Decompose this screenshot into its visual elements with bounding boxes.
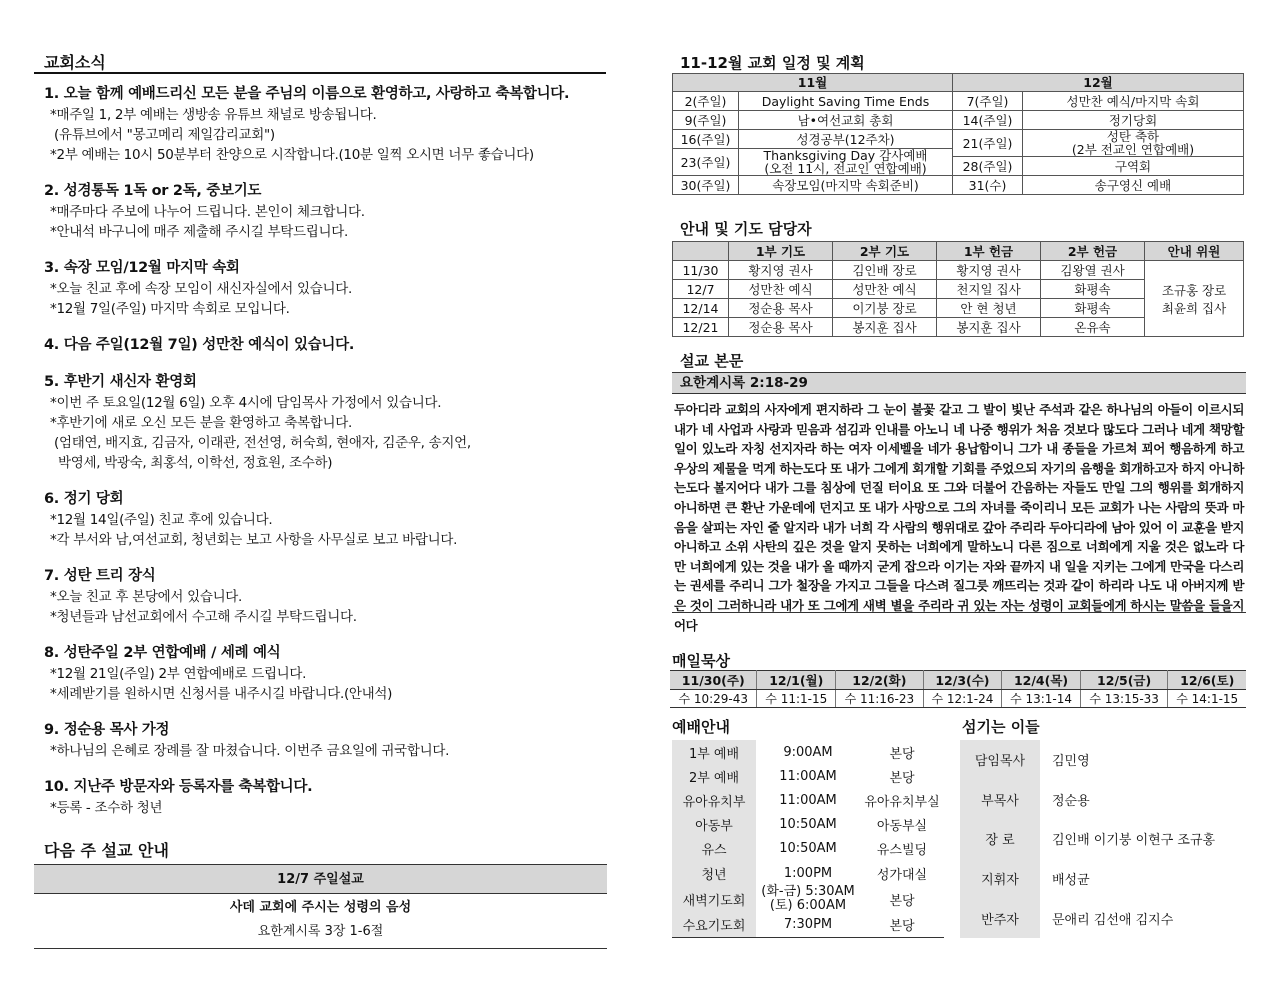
table-cell: Daylight Saving Time Ends bbox=[739, 92, 953, 111]
news-item bbox=[44, 335, 604, 356]
news-line: *12월 14일(주일) 친교 후에 있습니다. bbox=[50, 512, 273, 528]
service-place: 본당 bbox=[889, 746, 915, 762]
table-cell: 온유속 bbox=[1041, 318, 1145, 337]
service-name: 수요기도회 bbox=[672, 913, 756, 937]
table-cell: 성경공부(12주차) bbox=[739, 130, 953, 149]
news-item bbox=[44, 372, 604, 473]
day-header: 12/1(월) bbox=[757, 671, 836, 690]
day-header: 12/6(토) bbox=[1168, 671, 1246, 690]
usher-name: 최윤희 집사 bbox=[1161, 300, 1227, 316]
news-title: 6. 정기 당회 bbox=[44, 491, 124, 507]
sermon-body: 두아디라 교회의 사자에게 편지하라 그 눈이 불꽃 같고 그 발이 빛난 주석과 같은 하나님의 아들이 이르시되 내가 네 사업과 사랑과 믿음과 섬김과 인내를 아노니 네 나중 행위가 처음 것보다 많도다 그러나 네게 책망할 일이 있노라 자칭 선지자라 하는 여자 이세벨을 네가 용납함이니 그가 내 종들을 가르쳐 꾀어 행음하게 하고 우상의 제물을 먹게 하는도다 또 내가 그에게 회개할 기회를 주었으되 자기의 음행을 회개하고자 하지 아니하는도다 볼지어다 내가 그를 침상에 던질 터이요 또 그와 더불어 간음하는 자들도 만일 그의 행위를 회개하지 아니하면 큰 환난 가운데에 던지고 또 내가 사망으로 그의 자녀를 죽이리니 모든 교회가 나는 사람의 뜻과 마음을 살피는 자인 줄 알지라 내가 너희 각 사람의 행위대로 갚아 주리라 두아디라에 남아 있어 이 교훈을 받지 아니하고 소위 사탄의 깊은 것을 알지 못하는 너희에게 말하노니 다른 짐으로 너희에게 지울 것은 없노라 다만 너희에게 있는 것을 내가 올 때까지 굳게 잡으라 이기는 자와 끝까지 내 일을 지키는 그에게 만국을 다스리는 권세를 주리니 그가 철장을 가지고 그들을 다스려 질그릇 깨뜨리는 것과 같이 하리라 나도 내 아버지께 받은 것이 그러하니라 내가 또 그에게 새벽 별을 주리라 귀 있는 자는 성령이 교회들에게 하시는 말씀을 들을지어다 bbox=[674, 402, 1244, 633]
table-row bbox=[960, 740, 1244, 780]
news-item bbox=[44, 181, 604, 242]
next-sermon-date: 12/7 주일설교 bbox=[34, 864, 607, 894]
news-title: 2. 성경통독 1독 or 2독, 중보기도 bbox=[44, 183, 262, 199]
news-item bbox=[44, 84, 604, 165]
church-news-list bbox=[44, 84, 604, 834]
table-cell: 황지영 권사 bbox=[729, 261, 833, 280]
table-row bbox=[672, 788, 944, 812]
table-row bbox=[670, 690, 1246, 708]
server-names: 문애리 김선애 김지수 bbox=[1052, 912, 1174, 928]
table-cell: 구역회 bbox=[1023, 157, 1244, 176]
news-title: 10. 지난주 방문자와 등록자를 축복합니다. bbox=[44, 779, 313, 795]
day-header: 12/5(금) bbox=[1080, 671, 1168, 690]
server-role: 담임목사 bbox=[960, 740, 1040, 780]
table-cell: 7(주일) bbox=[953, 92, 1023, 111]
sermon-text-heading: 설교 본문 bbox=[680, 352, 744, 370]
service-name: 청년 bbox=[672, 861, 756, 885]
table-cell: 송구영신 예배 bbox=[1023, 176, 1244, 195]
table-row bbox=[672, 913, 944, 937]
server-role: 장 로 bbox=[960, 819, 1040, 859]
news-line: *12월 21일(주일) 2부 연합예배로 드립니다. bbox=[50, 666, 307, 682]
table-cell: 28(주일) bbox=[953, 157, 1023, 176]
table-cell: 2(주일) bbox=[673, 92, 739, 111]
table-cell: 14(주일) bbox=[953, 111, 1023, 130]
church-news-heading: 교회소식 bbox=[44, 53, 106, 72]
duty-table bbox=[672, 241, 1244, 337]
daily-devotion-table bbox=[670, 670, 1246, 708]
table-cell: 화평속 bbox=[1041, 280, 1145, 299]
table-cell: 정순용 목사 bbox=[729, 299, 833, 318]
ushers-cell bbox=[1145, 261, 1244, 337]
news-line: *세례받기를 원하시면 신청서를 내주시길 바랍니다.(안내석) bbox=[50, 686, 393, 702]
news-line: *오늘 친교 후 본당에서 있습니다. bbox=[50, 589, 243, 605]
table-row bbox=[960, 819, 1244, 859]
table-cell: 성만찬 예식 bbox=[729, 280, 833, 299]
table-cell: 23(주일) bbox=[673, 149, 739, 176]
reading-cell: 수 14:1-15 bbox=[1168, 690, 1246, 708]
service-name: 유아유치부 bbox=[672, 788, 756, 812]
table-row bbox=[960, 780, 1244, 820]
service-name: 새벽기도회 bbox=[672, 885, 756, 913]
table-row bbox=[672, 837, 944, 861]
service-place: 아동부실 bbox=[876, 819, 928, 835]
reading-cell: 수 10:29-43 bbox=[670, 690, 757, 708]
table-row bbox=[672, 885, 944, 913]
table-cell: 정기당회 bbox=[1023, 111, 1244, 130]
service-name: 아동부 bbox=[672, 813, 756, 837]
service-time: 7:30PM bbox=[756, 913, 860, 937]
day-header: 12/4(목) bbox=[1002, 671, 1081, 690]
reading-cell: 수 13:1-14 bbox=[1002, 690, 1081, 708]
sermon-reference: 요한계시록 2:18-29 bbox=[672, 372, 1246, 394]
servers-table bbox=[960, 740, 1244, 938]
server-role: 부목사 bbox=[960, 780, 1040, 820]
reading-cell: 수 13:15-33 bbox=[1080, 690, 1168, 708]
day-header: 12/2(화) bbox=[836, 671, 924, 690]
worship-guide-heading: 예배안내 bbox=[672, 718, 730, 736]
table-cell: 12/7 bbox=[673, 280, 729, 299]
table-cell: 이기붕 장로 bbox=[833, 299, 937, 318]
daily-devotion-heading: 매일묵상 bbox=[672, 652, 730, 670]
news-title: 9. 정순용 목사 가정 bbox=[44, 722, 170, 738]
news-line: *등록 - 조수하 청년 bbox=[50, 800, 163, 816]
column-header bbox=[673, 242, 729, 261]
news-item bbox=[44, 566, 604, 627]
servers-heading: 섬기는 이들 bbox=[962, 718, 1040, 736]
table-cell: 봉지훈 집사 bbox=[833, 318, 937, 337]
server-names: 정순용 bbox=[1052, 793, 1090, 809]
table-row bbox=[673, 130, 1244, 149]
table-cell: 안 현 청년 bbox=[937, 299, 1041, 318]
next-sermon-heading: 다음 주 설교 안내 bbox=[44, 841, 169, 860]
table-cell: 31(수) bbox=[953, 176, 1023, 195]
divider bbox=[672, 612, 1246, 613]
table-row bbox=[673, 92, 1244, 111]
server-role: 지휘자 bbox=[960, 859, 1040, 899]
service-time: 10:50AM bbox=[779, 817, 837, 833]
reading-cell: 수 11:1-15 bbox=[757, 690, 836, 708]
service-name: 1부 예배 bbox=[672, 740, 756, 764]
service-time: 1:00PM bbox=[783, 865, 833, 881]
service-time: 11:00AM bbox=[779, 792, 837, 808]
column-header: 안내 위원 bbox=[1145, 242, 1244, 261]
table-row bbox=[672, 740, 944, 764]
calendar-table bbox=[672, 73, 1244, 195]
news-line: *매주일 1, 2부 예배는 생방송 유튜브 채널로 방송됩니다. bbox=[50, 107, 377, 123]
day-header: 12/3(수) bbox=[923, 671, 1002, 690]
column-header: 1부 헌금 bbox=[937, 242, 1041, 261]
service-name: 유스 bbox=[672, 837, 756, 861]
calendar-heading: 11-12월 교회 일정 및 계획 bbox=[680, 54, 865, 72]
news-line: *하나님의 은혜로 장례를 잘 마쳤습니다. 이번주 금요일에 귀국합니다. bbox=[50, 743, 450, 759]
server-names: 김민영 bbox=[1052, 754, 1090, 770]
news-title: 7. 성탄 트리 장식 bbox=[44, 568, 156, 584]
news-line: *2부 예배는 10시 50분부터 찬양으로 시작합니다.(10분 일찍 오시면 너무 좋습니다) bbox=[50, 147, 534, 163]
news-title: 8. 성탄주일 2부 연합예배 / 세례 예식 bbox=[44, 645, 281, 661]
news-line: 박영세, 박광숙, 최홍석, 이학선, 정효원, 조수하) bbox=[50, 455, 333, 471]
news-item bbox=[44, 489, 604, 550]
server-names: 배성균 bbox=[1052, 873, 1090, 889]
news-line: *이번 주 토요일(12월 6일) 오후 4시에 담임목사 가정에서 있습니다. bbox=[50, 395, 442, 411]
service-time: 9:00AM bbox=[783, 744, 833, 760]
next-sermon-box bbox=[34, 864, 607, 949]
service-place: 성가대실 bbox=[876, 867, 928, 883]
table-row bbox=[673, 261, 1244, 280]
table-cell: 12/14 bbox=[673, 299, 729, 318]
service-place: 유스빌딩 bbox=[876, 843, 928, 859]
table-cell: 화평속 bbox=[1041, 299, 1145, 318]
news-line: *후반기에 새로 오신 모든 분을 환영하고 축복합니다. bbox=[50, 415, 352, 431]
news-title: 4. 다음 주일(12월 7일) 성만찬 예식이 있습니다. bbox=[44, 337, 355, 353]
table-row bbox=[673, 111, 1244, 130]
table-cell: 성만찬 예식/마지막 속회 bbox=[1023, 92, 1244, 111]
divider bbox=[34, 948, 607, 949]
server-role: 반주자 bbox=[960, 898, 1040, 938]
news-line: *12월 7일(주일) 마지막 속회로 모입니다. bbox=[50, 301, 290, 317]
server-names: 김인배 이기붕 이현구 조규홍 bbox=[1052, 833, 1216, 849]
table-row bbox=[672, 861, 944, 885]
table-cell: 성만찬 예식 bbox=[833, 280, 937, 299]
table-cell: 황지영 권사 bbox=[937, 261, 1041, 280]
table-row bbox=[672, 813, 944, 837]
news-item bbox=[44, 720, 604, 761]
news-item bbox=[44, 643, 604, 704]
table-row bbox=[672, 764, 944, 788]
table-cell: 9(주일) bbox=[673, 111, 739, 130]
reading-cell: 수 12:1-24 bbox=[923, 690, 1002, 708]
next-sermon-title: 사데 교회에 주시는 성령의 음성 bbox=[229, 900, 412, 915]
table-cell: 봉지훈 집사 bbox=[937, 318, 1041, 337]
usher-name: 조규홍 장로 bbox=[1161, 282, 1227, 298]
table-row bbox=[960, 859, 1244, 899]
column-header: 2부 헌금 bbox=[1041, 242, 1145, 261]
column-header: 2부 기도 bbox=[833, 242, 937, 261]
news-title: 1. 오늘 함께 예배드리신 모든 분을 주님의 이름으로 환영하고, 사랑하고 축복합니다. bbox=[44, 86, 570, 102]
news-title: 5. 후반기 새신자 환영회 bbox=[44, 374, 197, 390]
day-header: 11/30(주) bbox=[670, 671, 757, 690]
table-cell: 11/30 bbox=[673, 261, 729, 280]
service-time: 10:50AM bbox=[779, 841, 837, 857]
table-cell: 정순용 목사 bbox=[729, 318, 833, 337]
news-line: (유튜브에서 "몽고메리 제일감리교회") bbox=[50, 127, 275, 143]
table-cell: 천지일 집사 bbox=[937, 280, 1041, 299]
news-line: *청년들과 남선교회에서 수고해 주시길 부탁드립니다. bbox=[50, 609, 357, 625]
news-item bbox=[44, 258, 604, 319]
service-place: 유아유치부실 bbox=[864, 794, 940, 810]
news-item bbox=[44, 777, 604, 818]
news-line: *오늘 친교 후에 속장 모임이 새신자실에서 있습니다. bbox=[50, 281, 352, 297]
divider bbox=[34, 72, 606, 74]
news-line: *매주마다 주보에 나누어 드립니다. 본인이 체크합니다. bbox=[50, 204, 365, 220]
table-cell: 12/21 bbox=[673, 318, 729, 337]
table-cell: 속장모임(마지막 속회준비) bbox=[739, 176, 953, 195]
reading-cell: 수 11:16-23 bbox=[836, 690, 924, 708]
worship-guide-table bbox=[672, 740, 944, 938]
table-cell: 21(주일) bbox=[953, 130, 1023, 157]
column-header: 1부 기도 bbox=[729, 242, 833, 261]
news-line: *안내석 바구니에 매주 제출해 주시길 부탁드립니다. bbox=[50, 224, 348, 240]
table-row bbox=[673, 176, 1244, 195]
month-header: 11월 bbox=[673, 74, 953, 92]
table-row bbox=[960, 898, 1244, 938]
table-cell: 성탄 축하 (2부 전교인 연합예배) bbox=[1023, 130, 1244, 157]
table-cell: Thanksgiving Day 감사예배 (오전 11시, 전교인 연합예배) bbox=[739, 149, 953, 176]
service-place: 본당 bbox=[889, 770, 915, 786]
next-sermon-reference: 요한계시록 3장 1-6절 bbox=[257, 924, 384, 939]
service-time: 11:00AM bbox=[779, 768, 837, 784]
news-line: (엄태연, 배지효, 김금자, 이래관, 전선영, 허숙희, 현애자, 김준우, 송지언, bbox=[50, 435, 471, 451]
table-cell: 김인배 장로 bbox=[833, 261, 937, 280]
table-cell: 16(주일) bbox=[673, 130, 739, 149]
service-place: 본당 bbox=[889, 893, 915, 909]
news-title: 3. 속장 모임/12월 마지막 속회 bbox=[44, 260, 240, 276]
table-cell: 30(주일) bbox=[673, 176, 739, 195]
service-time: (화-금) 5:30AM (토) 6:00AM bbox=[761, 884, 855, 914]
month-header: 12월 bbox=[953, 74, 1244, 92]
table-cell: 김왕열 권사 bbox=[1041, 261, 1145, 280]
news-line: *각 부서와 남,여선교회, 청년회는 보고 사항을 사무실로 보고 바랍니다. bbox=[50, 532, 458, 548]
duty-heading: 안내 및 기도 담당자 bbox=[680, 220, 812, 238]
service-name: 2부 예배 bbox=[672, 764, 756, 788]
service-place: 본당 bbox=[860, 913, 944, 937]
table-cell: 남•여선교회 총회 bbox=[739, 111, 953, 130]
